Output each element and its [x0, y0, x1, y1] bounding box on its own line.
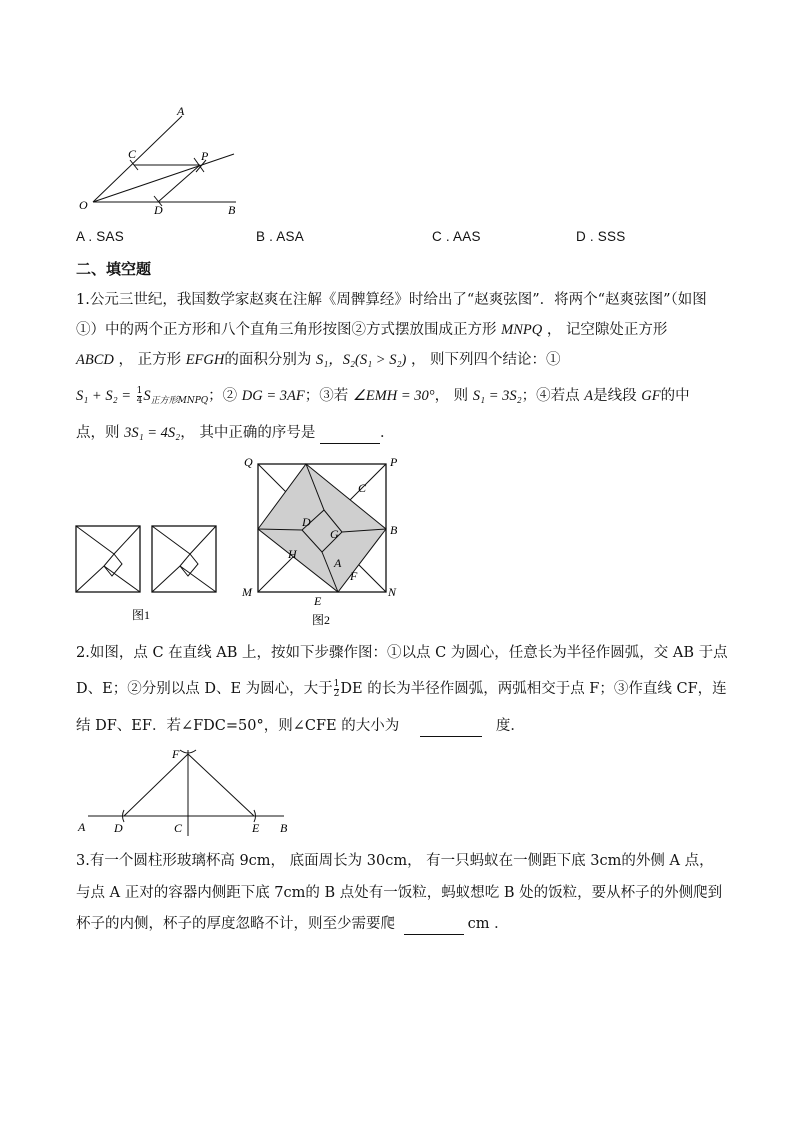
zhao-square-right	[152, 526, 216, 592]
fig2-label-G: G	[330, 527, 339, 541]
fig2-label-Q: Q	[244, 455, 253, 469]
label-O: O	[79, 198, 88, 212]
fraction-quarter: $\frac{1}{4}$	[136, 385, 143, 406]
fig2-label-C: C	[358, 481, 367, 495]
choice-d[interactable]: D . SSS	[576, 229, 626, 244]
choice-c[interactable]: C . AAS	[432, 229, 481, 244]
angle-construction-figure	[70, 98, 250, 220]
q3-line3: 杯子的内侧，杯子的厚度忽略不计，则至少需要爬 cm ．	[76, 914, 509, 935]
choice-b[interactable]: B . ASA	[256, 229, 304, 244]
fig2-label-H: H	[288, 547, 297, 561]
q2-line2: D、E；②分别以点 D、E 为圆心，大于 $\frac{1}{2}$ DE 的长为半径作圆弧，两弧相交于点 F；③作直线 CF，连	[76, 678, 727, 699]
fig2-label-E: E	[314, 594, 322, 608]
q2-label-E: E	[252, 821, 260, 835]
perpendicular-construction-figure	[74, 744, 304, 838]
q2-label-F: F	[172, 747, 180, 761]
fig2-label-N: N	[388, 585, 397, 599]
q2-line1: 2.如图，点 C 在直线 AB 上，按如下步骤作图：①以点 C 为圆心，任意长为半径作圆弧，交 AB 于点	[76, 645, 728, 661]
q2-label-A: A	[78, 820, 86, 834]
caption-fig2: 图2	[312, 613, 331, 627]
q1-line3: ABCD ， 正方形 EFGH的面积分别为 S₁，S₂(S₁ > S₂) ， 则下列四个结论：①	[76, 352, 561, 368]
q3-line2: 与点 A 正对的容器内侧距下底 7cm的 B 点处有一饭粒，蚂蚁想吃 B 处的饭粒，要从杯子的外侧爬到	[76, 885, 723, 901]
q1-line1: 1.公元三世纪，我国数学家赵爽在注解《周髀算经》时给出了“赵爽弦图”．将两个“赵爽弦图”（如图	[76, 292, 707, 308]
fig2-label-F: F	[350, 569, 358, 583]
fraction-half: $\frac{1}{2}$	[333, 678, 340, 699]
fig2-label-P: P	[390, 455, 398, 469]
zhao-shuang-figure-1	[74, 524, 224, 624]
q2-line3: 结 DF、EF．若∠FDC=50°，则∠CFE 的大小为 度．	[76, 716, 525, 737]
q1-line5: 点，则 3S₁ = 4S₂， 其中正确的序号是 ．	[76, 423, 394, 444]
q3-answer-blank[interactable]	[404, 914, 464, 935]
label-D: D	[154, 203, 163, 217]
label-A: A	[177, 104, 185, 118]
fig2-label-B: B	[390, 523, 398, 537]
choice-a[interactable]: A . SAS	[76, 229, 124, 244]
zhao-square-left	[76, 526, 140, 592]
fig2-label-M: M	[242, 585, 252, 599]
label-P: P	[201, 149, 209, 163]
label-B: B	[228, 203, 236, 217]
q3-line1: 3.有一个圆柱形玻璃杯高 9cm， 底面周长为 30cm， 有一只蚂蚁在一侧距下底 3cm的外侧 A 点，	[76, 853, 714, 869]
q2-label-B: B	[280, 821, 288, 835]
caption-fig1: 图1	[132, 608, 151, 622]
q2-label-C: C	[174, 821, 183, 835]
q2-label-D: D	[114, 821, 123, 835]
zhao-shuang-figure-2	[238, 454, 408, 634]
q1-line4: S₁ + S₂ = $\frac{1}{4}$ $S_{正方形MNPQ}$；② DG = 3AF；③若 ∠EMH = 30°， 则 S₁ = 3S₂；④若点 A是线段 GF的中	[76, 385, 690, 406]
q1-line2: ①）中的两个正方形和八个直角三角形按图②方式摆放围成正方形 MNPQ ， 记空隙处正方形	[76, 322, 668, 338]
q2-answer-blank[interactable]	[420, 716, 482, 737]
fig2-label-D: D	[302, 515, 311, 529]
fig2-label-A: A	[334, 556, 342, 570]
q1-answer-blank[interactable]	[320, 423, 380, 444]
label-C: C	[128, 147, 137, 161]
section-heading: 二、填空题	[76, 260, 152, 278]
